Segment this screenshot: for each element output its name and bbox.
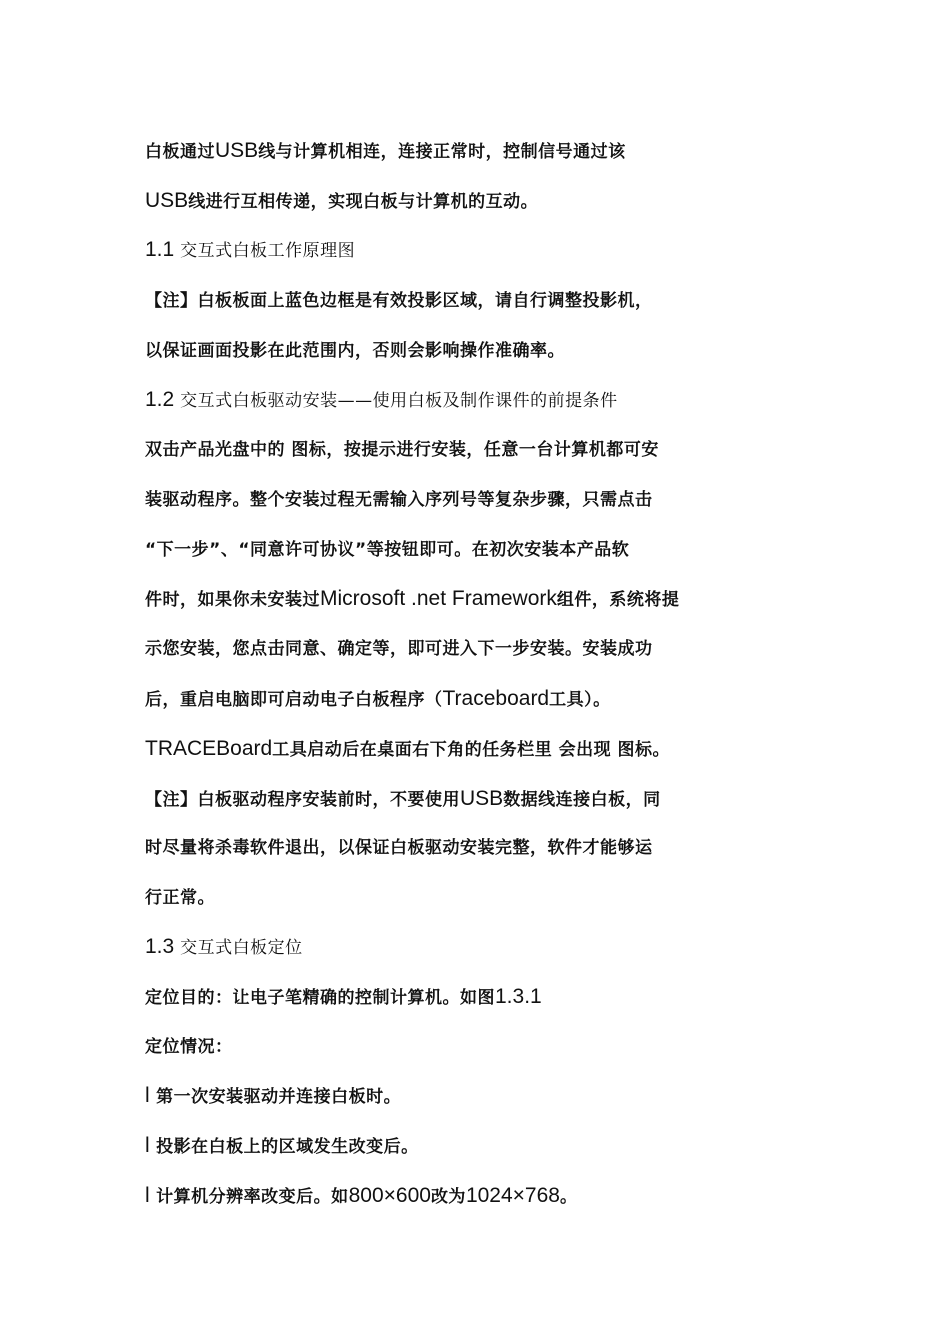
paragraph-line: 件时，如果你未安装过Microsoft .net Framework组件，系统将提	[145, 587, 680, 610]
paragraph-line: USB线进行互相传递，实现白板与计算机的互动。	[145, 189, 539, 212]
paragraph-line: 双击产品光盘中的 图标，按提示进行安装，任意一台计算机都可安	[145, 440, 659, 460]
note-line: 行正常。	[145, 888, 215, 908]
note-line: 时尽量将杀毒软件退出，以保证白板驱动安装完整，软件才能够运	[145, 838, 653, 858]
note-line: 【注】白板驱动程序安装前时，不要使用USB数据线连接白板，同	[145, 787, 661, 810]
paragraph-line: TRACEBoard工具启动后在桌面右下角的任务栏里 会出现 图标。	[145, 737, 671, 760]
section-heading: 1.3 交互式白板定位	[145, 935, 303, 958]
list-item: l 投影在白板上的区域发生改变后。	[145, 1134, 419, 1157]
paragraph-line: 后，重启电脑即可启动电子白板程序（Traceboard工具）。	[145, 687, 611, 710]
section-heading: 1.2 交互式白板驱动安装——使用白板及制作课件的前提条件	[145, 388, 618, 411]
list-item: l 第一次安装驱动并连接白板时。	[145, 1084, 402, 1107]
paragraph-line: 白板通过USB线与计算机相连，连接正常时，控制信号通过该	[145, 139, 626, 162]
paragraph-line: “下一步”、“同意许可协议”等按钮即可。在初次安装本产品软	[145, 540, 630, 560]
paragraph-line: 定位目的：让电子笔精确的控制计算机。如图1.3.1	[145, 985, 542, 1008]
paragraph-line: 示您安装，您点击同意、确定等，即可进入下一步安装。安装成功	[145, 639, 653, 659]
section-heading: 1.1 交互式白板工作原理图	[145, 238, 356, 261]
note-line: 【注】白板板面上蓝色边框是有效投影区域，请自行调整投影机，	[145, 291, 653, 311]
list-item: l 计算机分辨率改变后。如800×600改为1024×768。	[145, 1184, 578, 1207]
note-line: 以保证画面投影在此范围内，否则会影响操作准确率。	[145, 341, 565, 361]
paragraph-line: 定位情况：	[145, 1037, 233, 1057]
paragraph-line: 装驱动程序。整个安装过程无需输入序列号等复杂步骤，只需点击	[145, 490, 653, 510]
